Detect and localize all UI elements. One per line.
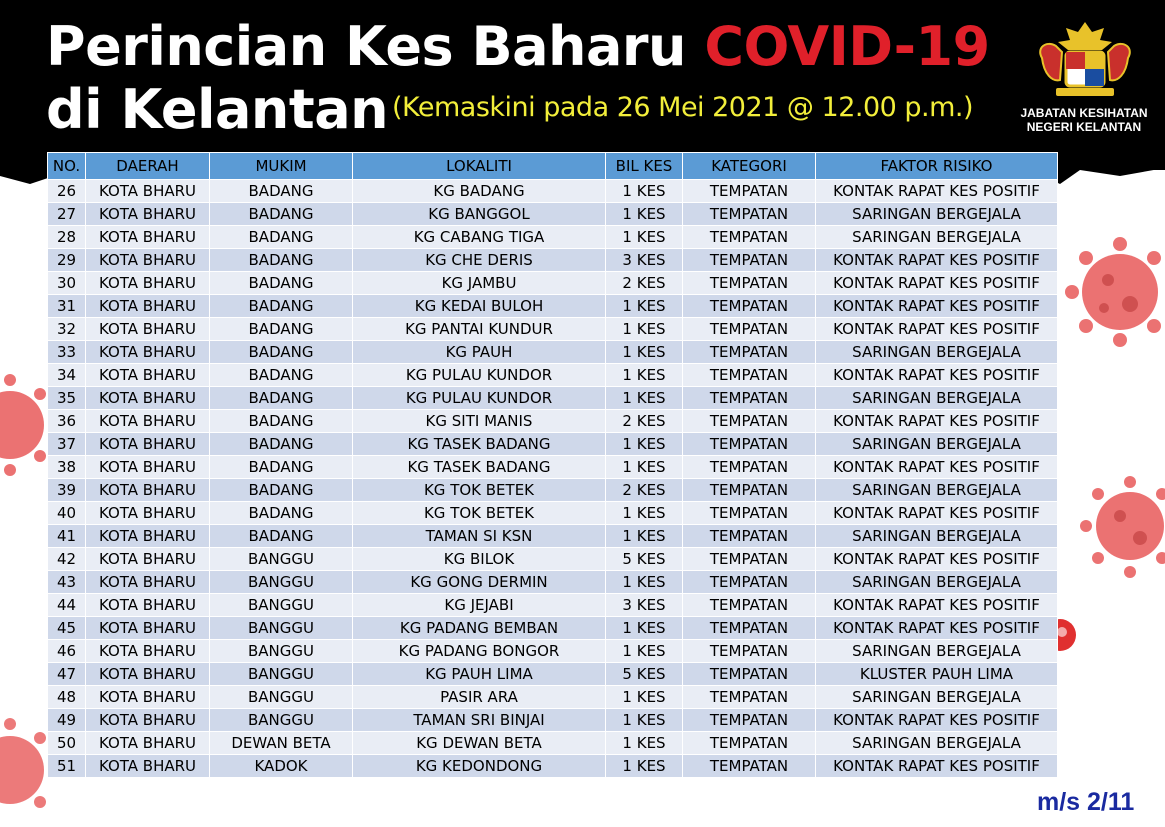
table-cell: KOTA BHARU: [86, 364, 210, 387]
table-cell: 51: [48, 755, 86, 778]
table-cell: BADANG: [210, 525, 353, 548]
table-cell: BADANG: [210, 364, 353, 387]
table-cell: 43: [48, 571, 86, 594]
table-cell: KOTA BHARU: [86, 318, 210, 341]
table-cell: 40: [48, 502, 86, 525]
table-row: [48, 479, 1058, 502]
table-row: [48, 456, 1058, 479]
table-cell: KG PULAU KUNDOR: [353, 364, 606, 387]
table-row: [48, 433, 1058, 456]
table-cell: 1 KES: [606, 341, 683, 364]
table-cell: BADANG: [210, 180, 353, 203]
table-cell: 44: [48, 594, 86, 617]
table-row: [48, 732, 1058, 755]
column-header: KATEGORI: [683, 153, 816, 180]
table-cell: TEMPATAN: [683, 272, 816, 295]
table-cell: 48: [48, 686, 86, 709]
table-cell: BADANG: [210, 502, 353, 525]
title-accent: COVID-19: [704, 15, 990, 78]
table-cell: 47: [48, 663, 86, 686]
table-cell: 1 KES: [606, 364, 683, 387]
table-cell: TEMPATAN: [683, 433, 816, 456]
virus-icon: [1072, 470, 1165, 585]
table-cell: KOTA BHARU: [86, 594, 210, 617]
table-cell: KADOK: [210, 755, 353, 778]
table-cell: KG PULAU KUNDOR: [353, 387, 606, 410]
table-cell: 46: [48, 640, 86, 663]
table-cell: BADANG: [210, 226, 353, 249]
table-cell: BADANG: [210, 295, 353, 318]
table-cell: KONTAK RAPAT KES POSITIF: [816, 410, 1058, 433]
table-row: [48, 295, 1058, 318]
column-header: FAKTOR RISIKO: [816, 153, 1058, 180]
virus-icon: [0, 700, 48, 827]
page-title: [46, 12, 990, 82]
table-row: [48, 249, 1058, 272]
table-cell: 45: [48, 617, 86, 640]
table-cell: 38: [48, 456, 86, 479]
table-row: [48, 226, 1058, 249]
table-cell: 28: [48, 226, 86, 249]
table-cell: KOTA BHARU: [86, 226, 210, 249]
table-cell: 31: [48, 295, 86, 318]
table-cell: SARINGAN BERGEJALA: [816, 433, 1058, 456]
table-row: [48, 203, 1058, 226]
table-cell: KONTAK RAPAT KES POSITIF: [816, 249, 1058, 272]
table-cell: KG JEJABI: [353, 594, 606, 617]
table-cell: 1 KES: [606, 502, 683, 525]
table-cell: KOTA BHARU: [86, 755, 210, 778]
table-cell: KG PAUH: [353, 341, 606, 364]
table-cell: 2 KES: [606, 410, 683, 433]
table-row: [48, 180, 1058, 203]
table-cell: 1 KES: [606, 755, 683, 778]
table-row: [48, 502, 1058, 525]
column-header: BIL KES: [606, 153, 683, 180]
table-cell: TEMPATAN: [683, 180, 816, 203]
table-cell: KONTAK RAPAT KES POSITIF: [816, 617, 1058, 640]
table-cell: TEMPATAN: [683, 318, 816, 341]
table-cell: BADANG: [210, 341, 353, 364]
table-cell: KOTA BHARU: [86, 249, 210, 272]
table-cell: KOTA BHARU: [86, 410, 210, 433]
table-cell: KONTAK RAPAT KES POSITIF: [816, 709, 1058, 732]
table-cell: BANGGU: [210, 663, 353, 686]
table-cell: KOTA BHARU: [86, 686, 210, 709]
table-cell: TEMPATAN: [683, 571, 816, 594]
table-cell: TEMPATAN: [683, 594, 816, 617]
table-cell: 1 KES: [606, 571, 683, 594]
table-cell: KONTAK RAPAT KES POSITIF: [816, 548, 1058, 571]
table-cell: 32: [48, 318, 86, 341]
table-row: [48, 617, 1058, 640]
table-cell: TEMPATAN: [683, 410, 816, 433]
table-cell: KOTA BHARU: [86, 640, 210, 663]
table-cell: KG KEDONDONG: [353, 755, 606, 778]
table-cell: KG PADANG BEMBAN: [353, 617, 606, 640]
table-cell: 1 KES: [606, 180, 683, 203]
table-cell: 1 KES: [606, 203, 683, 226]
table-cell: TEMPATAN: [683, 755, 816, 778]
table-cell: 29: [48, 249, 86, 272]
table-cell: 27: [48, 203, 86, 226]
table-cell: DEWAN BETA: [210, 732, 353, 755]
table-cell: KG CABANG TIGA: [353, 226, 606, 249]
column-header: NO.: [48, 153, 86, 180]
table-cell: TEMPATAN: [683, 617, 816, 640]
table-cell: 1 KES: [606, 433, 683, 456]
table-cell: KONTAK RAPAT KES POSITIF: [816, 364, 1058, 387]
table-row: [48, 640, 1058, 663]
table-cell: 50: [48, 732, 86, 755]
table-cell: TEMPATAN: [683, 525, 816, 548]
table-cell: 39: [48, 479, 86, 502]
table-cell: KG BILOK: [353, 548, 606, 571]
table-cell: 41: [48, 525, 86, 548]
table-cell: 1 KES: [606, 617, 683, 640]
table-cell: KOTA BHARU: [86, 433, 210, 456]
table-cell: KOTA BHARU: [86, 295, 210, 318]
table-row: [48, 548, 1058, 571]
table-row: [48, 341, 1058, 364]
column-header: LOKALITI: [353, 153, 606, 180]
table-row: [48, 272, 1058, 295]
table-cell: TEMPATAN: [683, 732, 816, 755]
table-row: [48, 364, 1058, 387]
table-cell: KOTA BHARU: [86, 732, 210, 755]
cases-table: [47, 152, 1058, 778]
table-cell: BADANG: [210, 203, 353, 226]
table-cell: 1 KES: [606, 295, 683, 318]
table-cell: KONTAK RAPAT KES POSITIF: [816, 180, 1058, 203]
table-cell: BADANG: [210, 479, 353, 502]
table-cell: 5 KES: [606, 663, 683, 686]
table-row: [48, 525, 1058, 548]
table-cell: KG PANTAI KUNDUR: [353, 318, 606, 341]
table-row: [48, 686, 1058, 709]
table-cell: SARINGAN BERGEJALA: [816, 479, 1058, 502]
table-cell: KOTA BHARU: [86, 203, 210, 226]
table-cell: SARINGAN BERGEJALA: [816, 640, 1058, 663]
table-cell: SARINGAN BERGEJALA: [816, 226, 1058, 249]
table-cell: 3 KES: [606, 594, 683, 617]
table-cell: BADANG: [210, 249, 353, 272]
table-row: [48, 318, 1058, 341]
table-cell: KOTA BHARU: [86, 709, 210, 732]
table-cell: KONTAK RAPAT KES POSITIF: [816, 502, 1058, 525]
table-cell: KOTA BHARU: [86, 456, 210, 479]
table-cell: KG KEDAI BULOH: [353, 295, 606, 318]
table-cell: TEMPATAN: [683, 341, 816, 364]
table-cell: TEMPATAN: [683, 479, 816, 502]
table-cell: 1 KES: [606, 226, 683, 249]
table-cell: 49: [48, 709, 86, 732]
table-cell: KOTA BHARU: [86, 387, 210, 410]
table-cell: 35: [48, 387, 86, 410]
table-row: [48, 594, 1058, 617]
table-cell: 33: [48, 341, 86, 364]
table-cell: KG TASEK BADANG: [353, 433, 606, 456]
table-cell: KONTAK RAPAT KES POSITIF: [816, 295, 1058, 318]
table-cell: 2 KES: [606, 272, 683, 295]
table-cell: BANGGU: [210, 594, 353, 617]
virus-icon: [0, 370, 48, 480]
table-cell: BANGGU: [210, 640, 353, 663]
table-cell: 1 KES: [606, 456, 683, 479]
table-cell: 1 KES: [606, 686, 683, 709]
table-cell: KG TOK BETEK: [353, 502, 606, 525]
table-cell: KOTA BHARU: [86, 548, 210, 571]
table-cell: KG TOK BETEK: [353, 479, 606, 502]
table-cell: TEMPATAN: [683, 548, 816, 571]
table-cell: 42: [48, 548, 86, 571]
table-cell: KONTAK RAPAT KES POSITIF: [816, 594, 1058, 617]
table-cell: 1 KES: [606, 709, 683, 732]
table-cell: TAMAN SI KSN: [353, 525, 606, 548]
table-cell: 30: [48, 272, 86, 295]
table-cell: 36: [48, 410, 86, 433]
coat-of-arms-icon: [1032, 18, 1138, 102]
table-cell: KOTA BHARU: [86, 502, 210, 525]
table-cell: SARINGAN BERGEJALA: [816, 686, 1058, 709]
update-note: (Kemaskini pada 26 Mei 2021 @ 12.00 p.m.): [392, 92, 974, 123]
table-cell: BADANG: [210, 456, 353, 479]
table-cell: TEMPATAN: [683, 295, 816, 318]
department-line1: JABATAN KESIHATAN: [1020, 106, 1148, 120]
table-cell: 1 KES: [606, 318, 683, 341]
page-indicator: m/s 2/11: [1037, 788, 1135, 816]
table-cell: BADANG: [210, 410, 353, 433]
title-part1: Perincian Kes Baharu: [46, 15, 705, 78]
table-cell: SARINGAN BERGEJALA: [816, 341, 1058, 364]
table-row: [48, 410, 1058, 433]
table-cell: KOTA BHARU: [86, 525, 210, 548]
table-cell: 3 KES: [606, 249, 683, 272]
table-cell: KG BANGGOL: [353, 203, 606, 226]
table-cell: KG GONG DERMIN: [353, 571, 606, 594]
table-cell: 2 KES: [606, 479, 683, 502]
table-cell: TEMPATAN: [683, 364, 816, 387]
column-header: MUKIM: [210, 153, 353, 180]
table-cell: KOTA BHARU: [86, 479, 210, 502]
table-cell: BADANG: [210, 387, 353, 410]
table-cell: BANGGU: [210, 709, 353, 732]
table-cell: KONTAK RAPAT KES POSITIF: [816, 272, 1058, 295]
table-row: [48, 663, 1058, 686]
table-cell: TAMAN SRI BINJAI: [353, 709, 606, 732]
virus-icon: [1058, 230, 1165, 355]
table-cell: TEMPATAN: [683, 686, 816, 709]
table-cell: 1 KES: [606, 732, 683, 755]
table-cell: BADANG: [210, 433, 353, 456]
table-cell: KOTA BHARU: [86, 180, 210, 203]
table-cell: SARINGAN BERGEJALA: [816, 525, 1058, 548]
table-cell: TEMPATAN: [683, 502, 816, 525]
column-header: DAERAH: [86, 153, 210, 180]
table-cell: BANGGU: [210, 686, 353, 709]
table-cell: 1 KES: [606, 387, 683, 410]
table-cell: PASIR ARA: [353, 686, 606, 709]
table-cell: BANGGU: [210, 617, 353, 640]
table-cell: 34: [48, 364, 86, 387]
table-cell: BANGGU: [210, 571, 353, 594]
table-cell: SARINGAN BERGEJALA: [816, 732, 1058, 755]
table-cell: TEMPATAN: [683, 456, 816, 479]
table-cell: TEMPATAN: [683, 709, 816, 732]
table-cell: KOTA BHARU: [86, 617, 210, 640]
table-cell: KOTA BHARU: [86, 272, 210, 295]
page-title-line2: di Kelantan: [46, 78, 389, 141]
table-cell: KG DEWAN BETA: [353, 732, 606, 755]
table-cell: TEMPATAN: [683, 226, 816, 249]
table-cell: KOTA BHARU: [86, 663, 210, 686]
table-cell: KONTAK RAPAT KES POSITIF: [816, 456, 1058, 479]
table-cell: TEMPATAN: [683, 249, 816, 272]
table-cell: BANGGU: [210, 548, 353, 571]
table-cell: 37: [48, 433, 86, 456]
table-cell: BADANG: [210, 318, 353, 341]
table-cell: TEMPATAN: [683, 203, 816, 226]
table-row: [48, 755, 1058, 778]
table-cell: KG PAUH LIMA: [353, 663, 606, 686]
table-cell: KOTA BHARU: [86, 341, 210, 364]
table-cell: KONTAK RAPAT KES POSITIF: [816, 318, 1058, 341]
table-cell: 1 KES: [606, 525, 683, 548]
table-header-row: [48, 153, 1058, 180]
table-cell: KG TASEK BADANG: [353, 456, 606, 479]
table-cell: TEMPATAN: [683, 387, 816, 410]
table-cell: BADANG: [210, 272, 353, 295]
table-cell: TEMPATAN: [683, 663, 816, 686]
table-cell: KG CHE DERIS: [353, 249, 606, 272]
department-line2: NEGERI KELANTAN: [1026, 120, 1142, 134]
table-cell: SARINGAN BERGEJALA: [816, 571, 1058, 594]
table-cell: 5 KES: [606, 548, 683, 571]
table-cell: SARINGAN BERGEJALA: [816, 387, 1058, 410]
table-cell: KOTA BHARU: [86, 571, 210, 594]
table-cell: KG PADANG BONGOR: [353, 640, 606, 663]
table-cell: 26: [48, 180, 86, 203]
table-cell: KLUSTER PAUH LIMA: [816, 663, 1058, 686]
table-cell: TEMPATAN: [683, 640, 816, 663]
table-cell: SARINGAN BERGEJALA: [816, 203, 1058, 226]
table-cell: KONTAK RAPAT KES POSITIF: [816, 755, 1058, 778]
table-cell: KG SITI MANIS: [353, 410, 606, 433]
table-cell: KG JAMBU: [353, 272, 606, 295]
department-name: [1010, 106, 1158, 134]
table-row: [48, 709, 1058, 732]
table-row: [48, 387, 1058, 410]
table-cell: KG BADANG: [353, 180, 606, 203]
table-cell: 1 KES: [606, 640, 683, 663]
table-row: [48, 571, 1058, 594]
